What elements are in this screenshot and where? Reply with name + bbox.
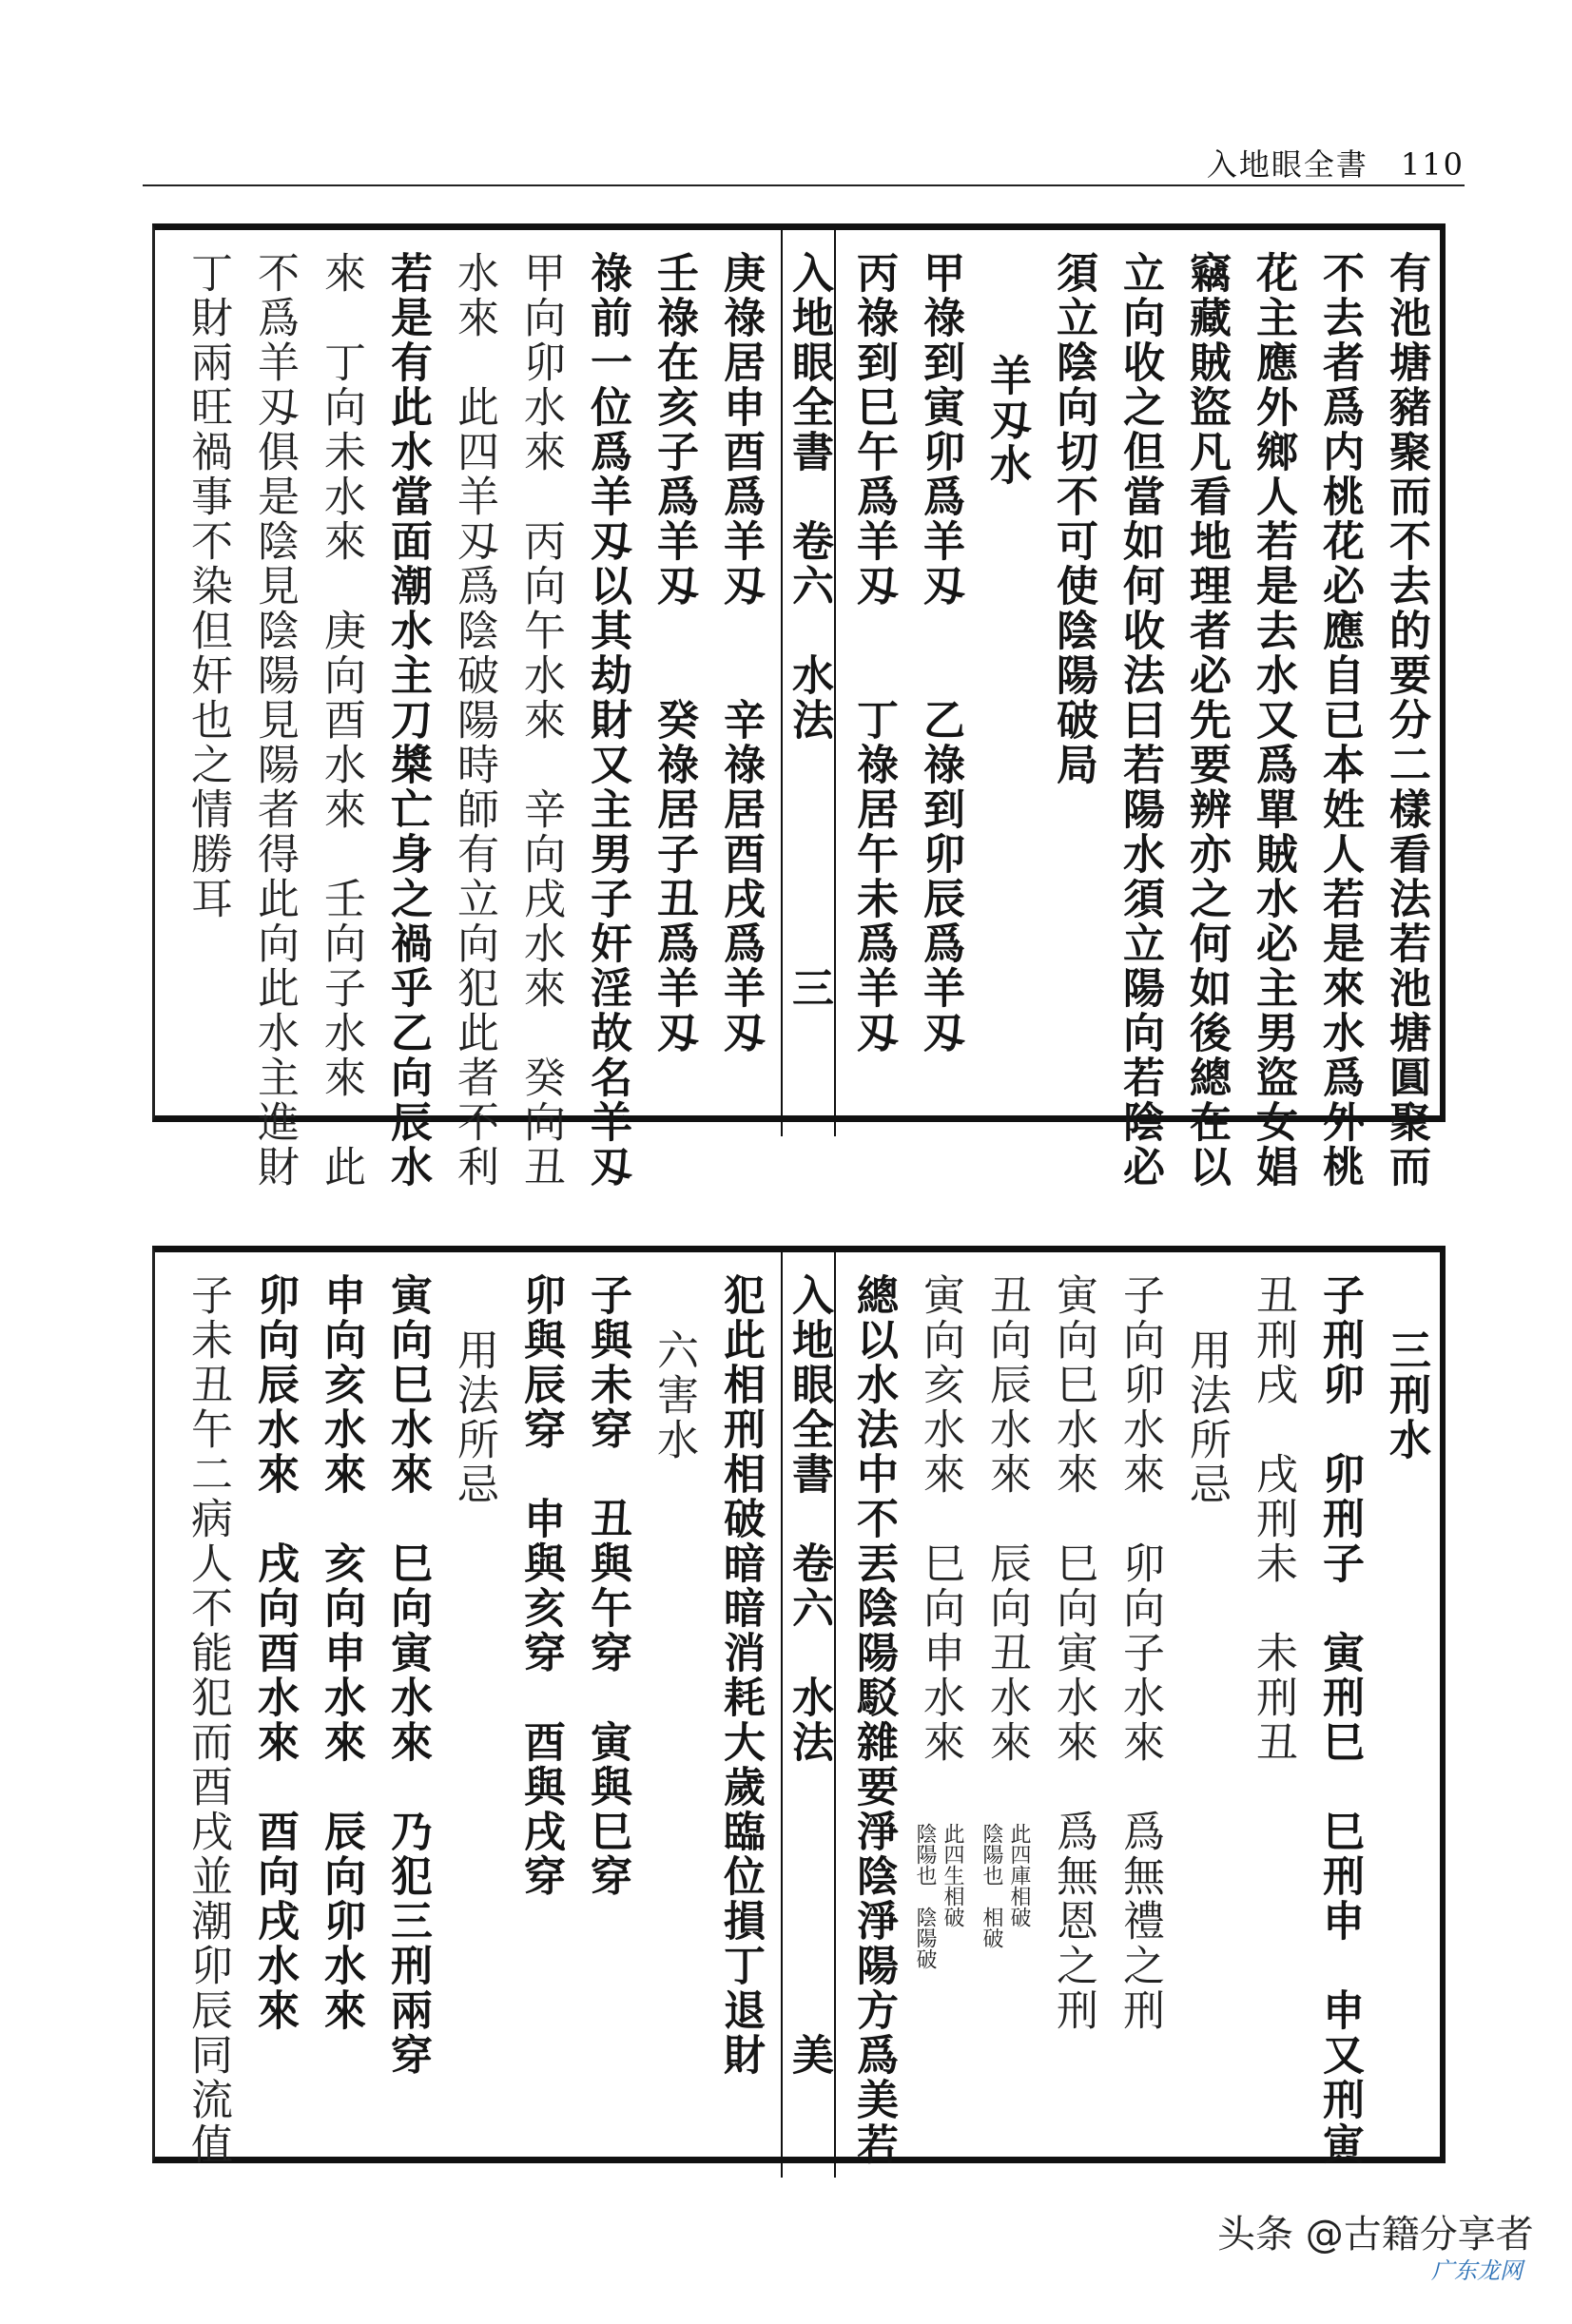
text-column: 有池塘豬聚而不去的要分二樣看法若池塘圓聚而 [1382, 251, 1430, 1190]
text-column: 甲祿到寅卯爲羊刄 乙祿到卯辰爲羊刄 [916, 251, 964, 1055]
volume-title-column: 入地眼全書 卷六 水法 美 [781, 1252, 836, 2178]
running-head: 入地眼全書 110 [1206, 146, 1465, 183]
bottom-page-panel [152, 1246, 1446, 2167]
subheading: 用法所忌 [1182, 1328, 1231, 1507]
text-column: 水來 此四羊刄爲陰破陽時師有立向犯此者不利 [450, 251, 498, 1190]
text-column: 子與未穿 丑與午穿 寅與巳穿 [583, 1273, 631, 1899]
text-column: 子向卯水來 卯向子水來 爲無禮之刑 [1116, 1273, 1164, 2033]
text-column: 丑向辰水來 辰向丑水來 [982, 1273, 1031, 1765]
annotation-note: 陰陽也 陰陽破 [913, 1823, 937, 1969]
top-page-panel [152, 223, 1446, 1190]
text-column: 子未丑午二病人不能犯而酉戌並潮卯辰同流值 [184, 1273, 232, 2167]
text-column: 子刑卯 卯刑子 寅刑巳 巳刑申 申又刑寅 [1315, 1273, 1364, 2167]
text-column: 來 丁向未水來 庚向酉水來 壬向子水來 此 [317, 251, 365, 1190]
text-column: 寅向巳水來 巳向寅水來 爲無恩之刑 [1049, 1273, 1097, 2033]
annotation-note: 此四庫相破 [1007, 1823, 1031, 1927]
text-column: 不去者爲内桃花必應自已本姓人若是來水爲外桃 [1315, 251, 1364, 1190]
annotation-note: 陰陽也 相破 [980, 1823, 1003, 1948]
text-column: 祿前一位爲羊刄以其劫財又主男子奸淫故名羊刄 [583, 251, 631, 1190]
section-heading: 羊刄水 [982, 354, 1031, 488]
text-column: 卯與辰穿 申與亥穿 酉與戌穿 [516, 1273, 565, 1899]
volume-title-column: 入地眼全書 卷六 水法 三 [781, 230, 836, 1136]
text-column: 須立陰向切不可使陰陽破局 [1049, 251, 1097, 787]
section-heading: 三刑水 [1382, 1328, 1430, 1462]
text-column: 壬祿在亥子爲羊刄 癸祿居子丑爲羊刄 [650, 251, 698, 1055]
text-column: 竊藏賊盜凡看地理者必先要辨亦之何如後總在以 [1182, 251, 1231, 1190]
text-column: 丙祿到巳午爲羊刄 丁祿居午未爲羊刄 [849, 251, 898, 1055]
watermark-text: 头条 @古籍分享者 [1217, 2213, 1534, 2256]
text-column: 申向亥水來 亥向申水來 辰向卯水來 [317, 1273, 365, 2033]
text-column: 庚祿居申酉爲羊刄 辛祿居酉戌爲羊刄 [716, 251, 765, 1055]
text-column: 立向收之但當如何收法曰若陽水須立陽向若陰必 [1116, 251, 1164, 1190]
text-column: 若是有此水當面潮水主刀槳亡身之禍乎乙向辰水 [383, 251, 432, 1190]
text-column: 寅向巳水來 巳向寅水來 乃犯三刑兩穿 [383, 1273, 432, 2078]
text-column: 甲向卯水來 丙向午水來 辛向戌水來 癸向丑 [516, 251, 565, 1190]
text-column: 總以水法中不丟陰陽駁雜要淨陰淨陽方爲美若 [849, 1273, 898, 2167]
text-column: 花主應外鄉人若是去水又爲單賊水必主男盜女娼 [1249, 251, 1297, 1190]
text-column: 犯此相刑相破暗暗消耗大歲臨位損丁退財 [716, 1273, 765, 2078]
text-column: 不爲羊刄俱是陰見陰陽見陽者得此向此水主進財 [250, 251, 299, 1190]
annotation-note: 此四生相破 [941, 1823, 964, 1927]
text-column: 寅向亥水來 巳向申水來 [916, 1273, 964, 1765]
site-watermark: 广东龙网 [1431, 2257, 1523, 2284]
text-column: 卯向辰水來 戌向酉水來 酉向戌水來 [250, 1273, 299, 2033]
page-header [143, 133, 1465, 190]
header-rule [143, 184, 1465, 186]
subheading: 用法所忌 [450, 1328, 498, 1507]
text-column: 丁財兩旺禍事不染但奸也之情勝耳 [184, 251, 232, 921]
section-heading: 六害水 [650, 1328, 698, 1462]
text-column: 丑刑戌 戌刑未 未刑丑 [1249, 1273, 1297, 1765]
